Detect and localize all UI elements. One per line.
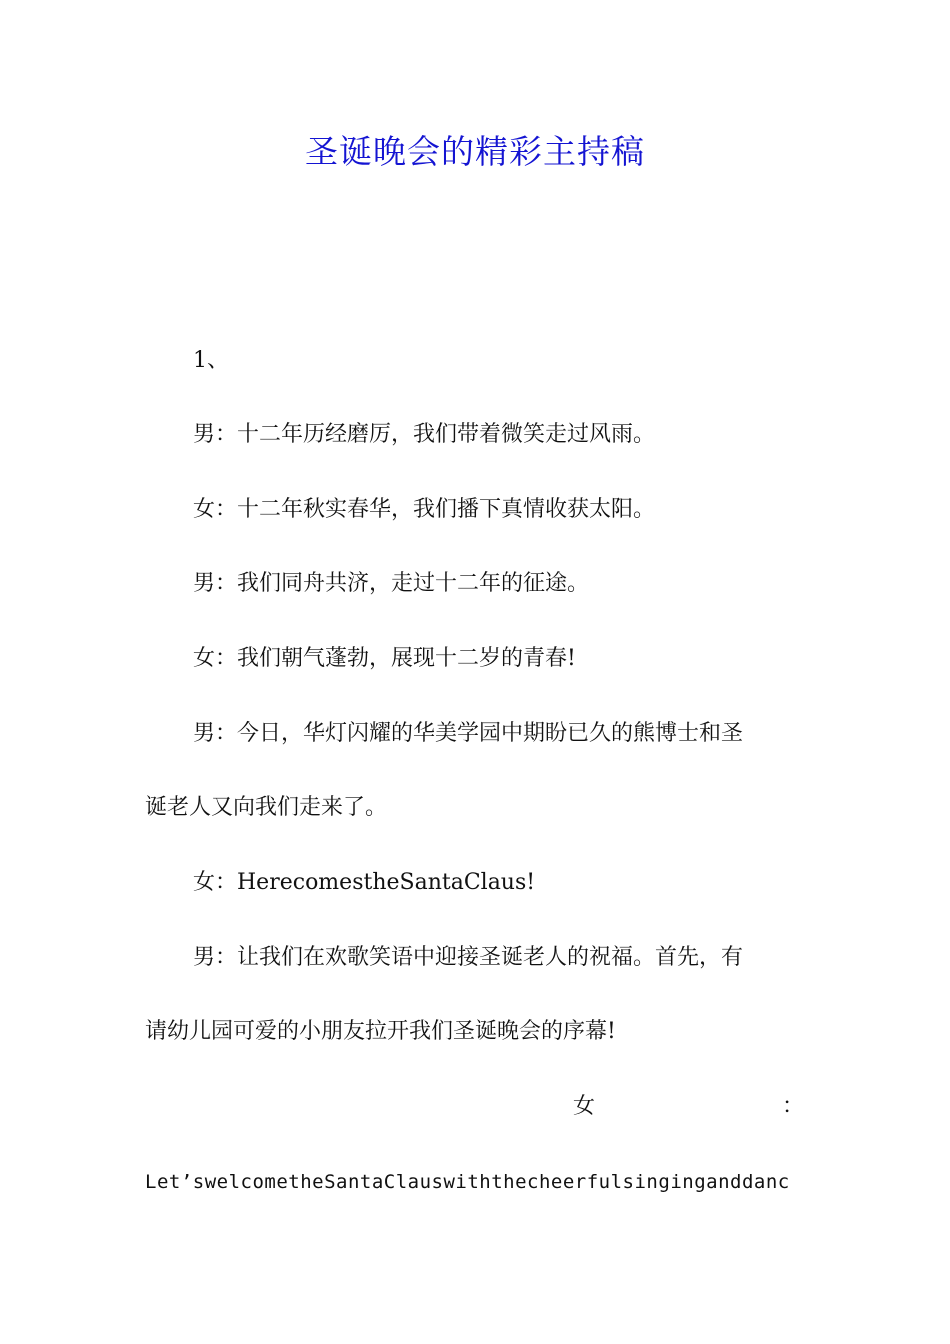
paragraph-line: 诞老人又向我们走来了。 — [145, 795, 388, 820]
speaker-label: 女 — [573, 1094, 596, 1119]
paragraph-line: 女：我们朝气蓬勃，展现十二岁的青春! — [193, 646, 576, 671]
paragraph-line: 请幼儿园可爱的小朋友拉开我们圣诞晚会的序幕! — [145, 1019, 616, 1044]
paragraph-line: 女：HerecomestheSantaClaus! — [193, 870, 536, 895]
paragraph-line: 女：十二年秋实春华，我们播下真情收获太阳。 — [193, 497, 656, 522]
english-line: Let’swelcometheSantaClauswiththecheerfulsinginganddanc — [145, 1171, 790, 1193]
section-number: 1、 — [193, 348, 229, 373]
paragraph-line: 男：十二年历经磨厉，我们带着微笑走过风雨。 — [193, 422, 656, 447]
paragraph-line: 男：今日，华灯闪耀的华美学园中期盼已久的熊博士和圣 — [193, 721, 744, 746]
speaker-colon: ： — [782, 1094, 805, 1119]
document-title: 圣诞晚会的精彩主持稿 — [305, 132, 645, 171]
paragraph-line: 男：让我们在欢歌笑语中迎接圣诞老人的祝福。首先，有 — [193, 945, 744, 970]
paragraph-line: 男：我们同舟共济，走过十二年的征途。 — [193, 571, 590, 596]
